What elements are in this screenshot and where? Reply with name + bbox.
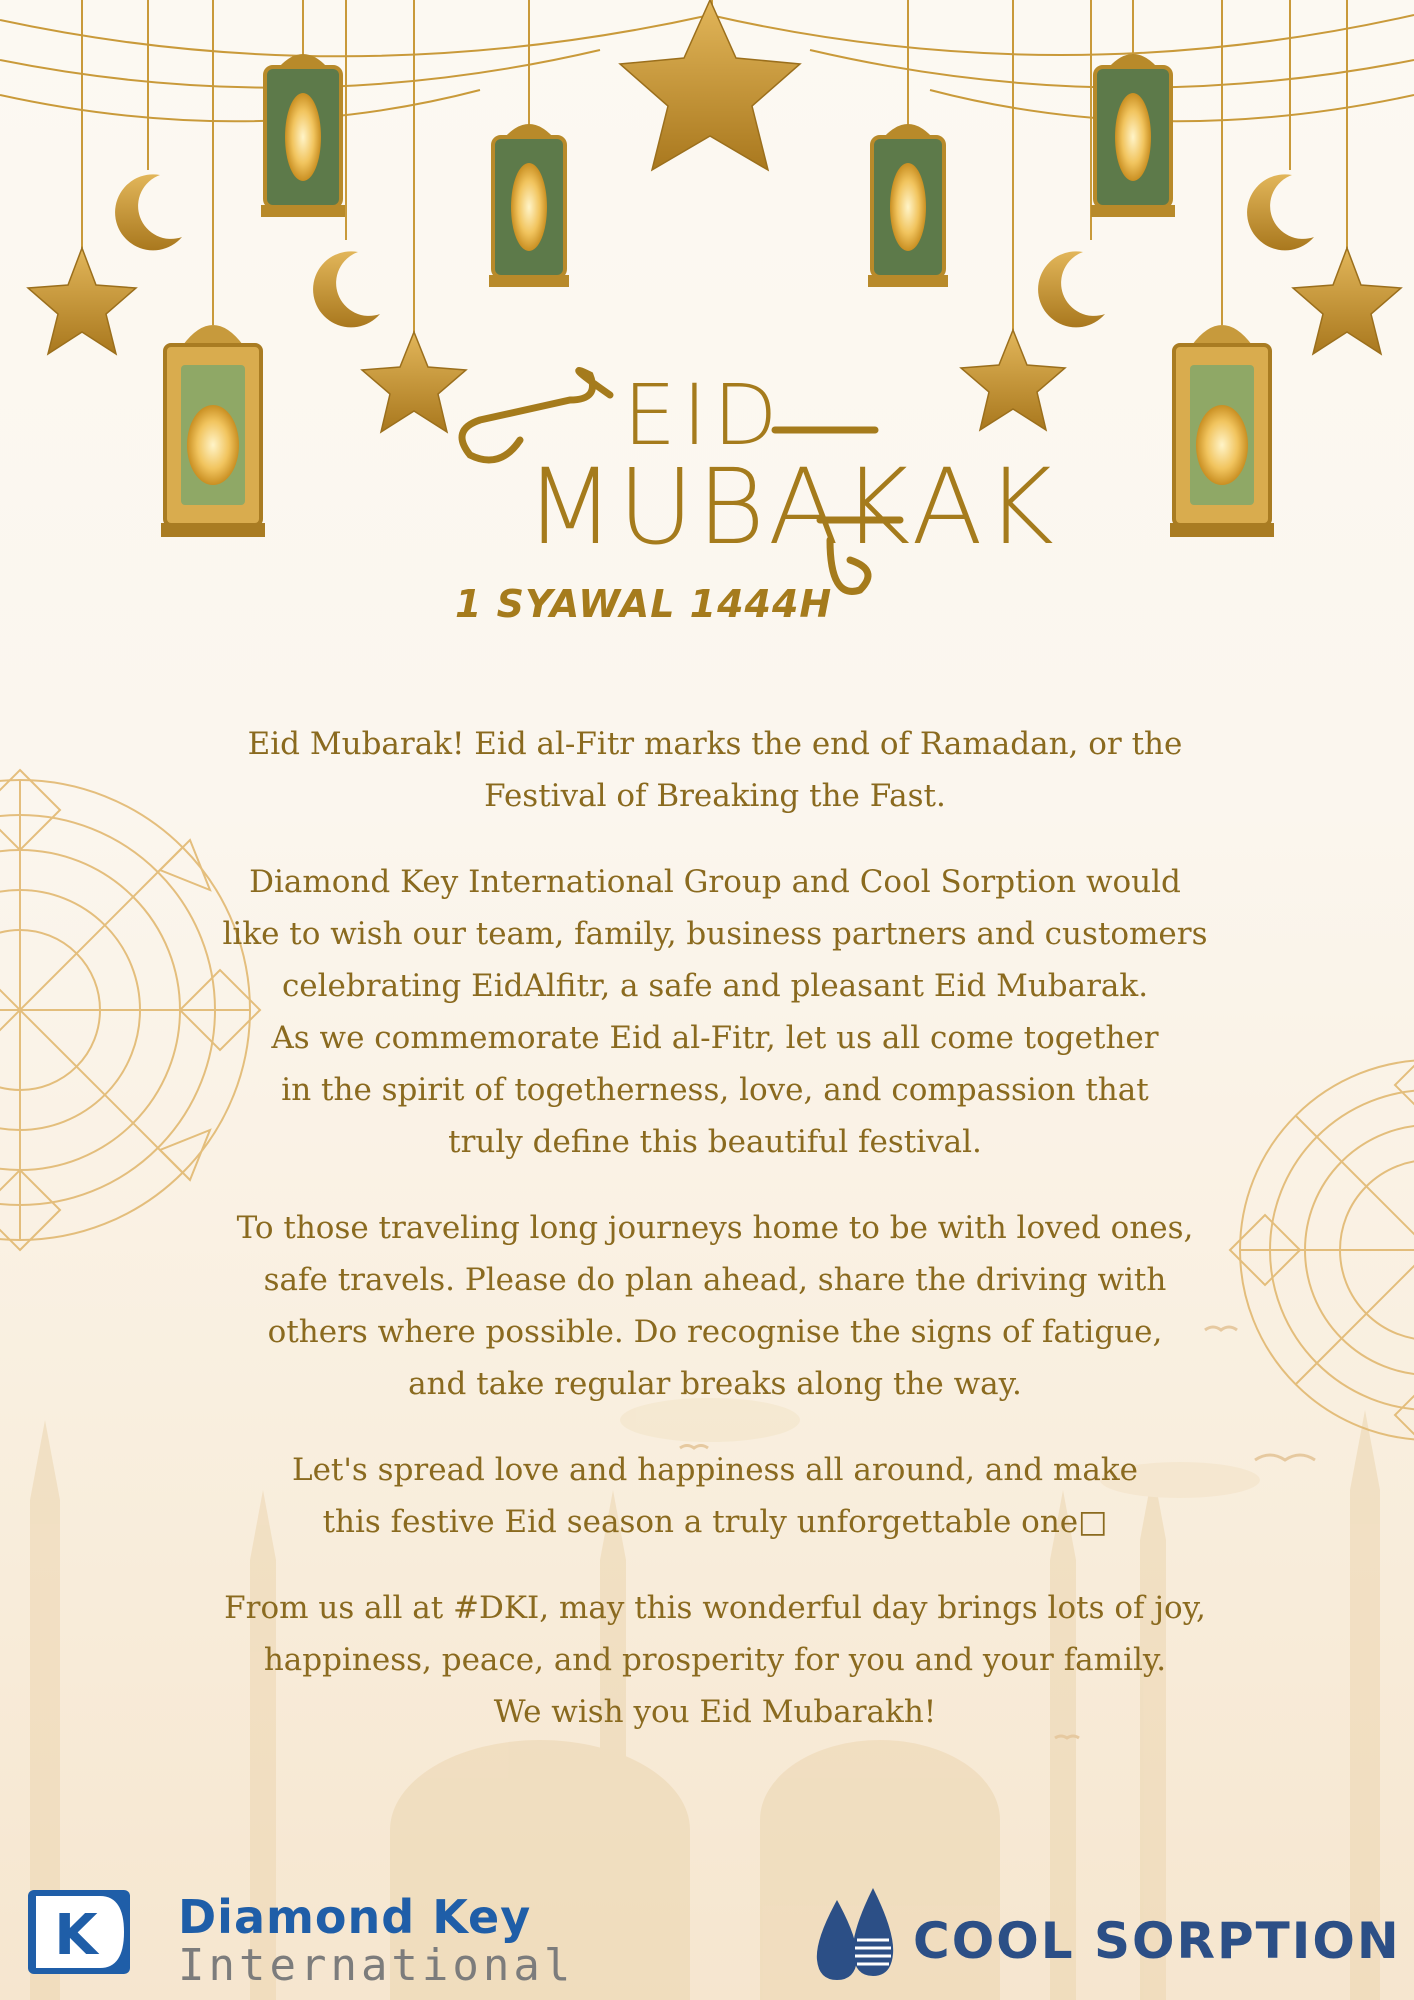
crescent-moon-icon [1038, 251, 1105, 327]
diamond-key-logo [28, 1888, 628, 1991]
title-mubarak: MUBAKAK [525, 446, 1057, 568]
hijri-date: 1 SYAWAL 1444H [455, 582, 833, 626]
crescent-moon-icon [1247, 174, 1314, 250]
message-paragraph: To those traveling long journeys home to be with loved ones, safe travels. Please do plan ahead, share the driving with others where possible. Do recognise the signs of fatigue, and take regular breaks along the way. [236, 1210, 1194, 1402]
message-paragraph: Let's spread love and happiness all around, and make this festive Eid season a truly unforgettable one□ [291, 1452, 1138, 1540]
message-paragraph: From us all at #DKI, may this wonderful day brings lots of joy, happiness, peace, and prosperity for you and your family. We wish you Eid Mubarakh! [224, 1590, 1206, 1730]
dk-name: Diamond Key [178, 1890, 532, 1944]
title-eid: EID [623, 366, 784, 464]
crescent-moon-icon [313, 251, 380, 327]
lantern-icon [261, 54, 345, 217]
lantern-icon [1170, 325, 1274, 537]
dk-subtitle: International [178, 1940, 575, 1991]
star-icon [362, 332, 466, 432]
star-icon [1293, 248, 1401, 354]
star-icon [28, 248, 136, 354]
cs-name: COOL SORPTION [913, 1912, 1401, 1970]
lantern-icon [489, 124, 569, 287]
lantern-icon [161, 325, 265, 537]
water-drops-icon [805, 1880, 905, 1990]
message-paragraph: Eid Mubarak! Eid al-Fitr marks the end of Ramadan, or the Festival of Breaking the Fast. [247, 726, 1183, 814]
cool-sorption-logo [805, 1880, 1405, 1990]
lantern-icon [868, 124, 948, 287]
lantern-icon [1091, 54, 1175, 217]
star-icon [620, 0, 800, 170]
message-paragraph: Diamond Key International Group and Cool Sorption would like to wish our team, family, business partners and customers celebrating EidAlfitr, a safe and pleasant Eid Mubarak. As we commemorate Eid al-Fitr, let us all come together in the spirit of togetherness, love, and compassion that truly define this beautiful festival. [222, 864, 1208, 1160]
greeting-message [170, 718, 1260, 1772]
dk-letter: K [54, 1903, 98, 1968]
crescent-moon-icon [115, 174, 182, 250]
dk-badge-icon [28, 1890, 130, 1974]
